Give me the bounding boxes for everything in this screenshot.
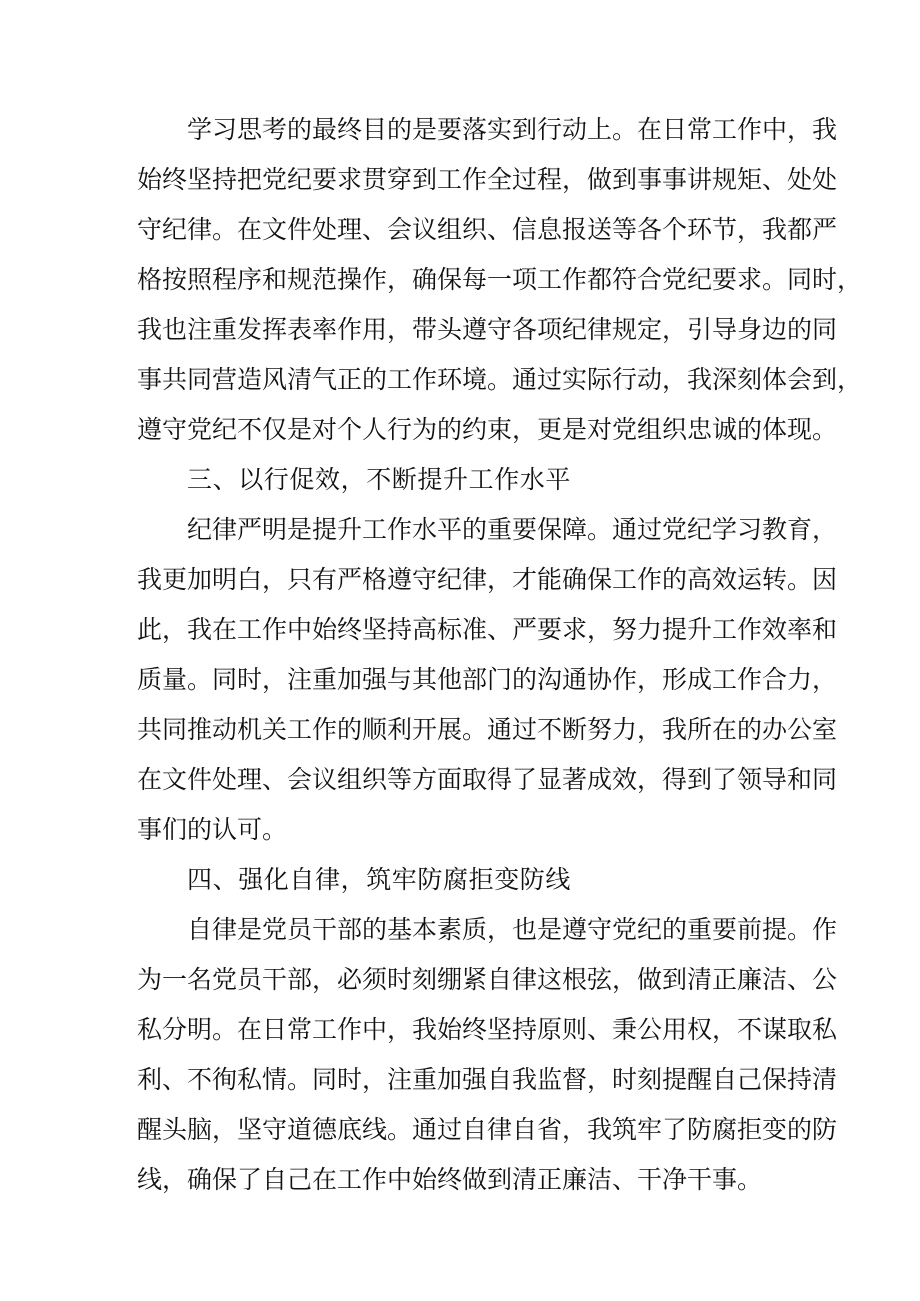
paragraph-line: 质量。同时，注重加强与其他部门的沟通协作，形成工作合力， <box>137 665 838 694</box>
paragraph-line: 格按照程序和规范操作，确保每一项工作都符合党纪要求。同时， <box>137 265 863 294</box>
paragraph-line: 事共同营造风清气正的工作环境。通过实际行动，我深刻体会到， <box>137 365 863 394</box>
paragraph-line: 始终坚持把党纪要求贯穿到工作全过程，做到事事讲规矩、处处 <box>137 165 838 194</box>
paragraph-line: 遵守党纪不仅是对个人行为的约束，更是对党组织忠诚的体现。 <box>137 415 838 444</box>
paragraph-line: 我更加明白，只有严格遵守纪律，才能确保工作的高效运转。因 <box>137 565 838 594</box>
paragraph-line: 共同推动机关工作的顺利开展。通过不断努力，我所在的办公室 <box>137 715 838 744</box>
paragraph-line: 此，我在工作中始终坚持高标准、严要求，努力提升工作效率和 <box>137 615 838 644</box>
paragraph-line: 为一名党员干部，必须时刻绷紧自律这根弦，做到清正廉洁、公 <box>137 965 838 994</box>
paragraph-line: 我也注重发挥表率作用，带头遵守各项纪律规定，引导身边的同 <box>137 315 838 344</box>
section-heading: 四、强化自律，筑牢防腐拒变防线 <box>187 865 572 894</box>
paragraph-line: 学习思考的最终目的是要落实到行动上。在日常工作中，我 <box>187 115 838 144</box>
paragraph-line: 醒头脑，坚守道德底线。通过自律自省，我筑牢了防腐拒变的防 <box>137 1115 838 1144</box>
paragraph-line: 线，确保了自己在工作中始终做到清正廉洁、干净干事。 <box>137 1165 763 1194</box>
section-heading: 三、以行促效，不断提升工作水平 <box>187 465 572 494</box>
paragraph-line: 自律是党员干部的基本素质，也是遵守党纪的重要前提。作 <box>187 915 838 944</box>
paragraph-line: 在文件处理、会议组织等方面取得了显著成效，得到了领导和同 <box>137 765 838 794</box>
paragraph-line: 纪律严明是提升工作水平的重要保障。通过党纪学习教育， <box>187 515 838 544</box>
paragraph-line: 私分明。在日常工作中，我始终坚持原则、秉公用权，不谋取私 <box>137 1015 838 1044</box>
paragraph-line: 利、不徇私情。同时，注重加强自我监督，时刻提醒自己保持清 <box>137 1065 838 1094</box>
paragraph-line: 事们的认可。 <box>137 815 288 844</box>
paragraph-line: 守纪律。在文件处理、会议组织、信息报送等各个环节，我都严 <box>137 215 838 244</box>
